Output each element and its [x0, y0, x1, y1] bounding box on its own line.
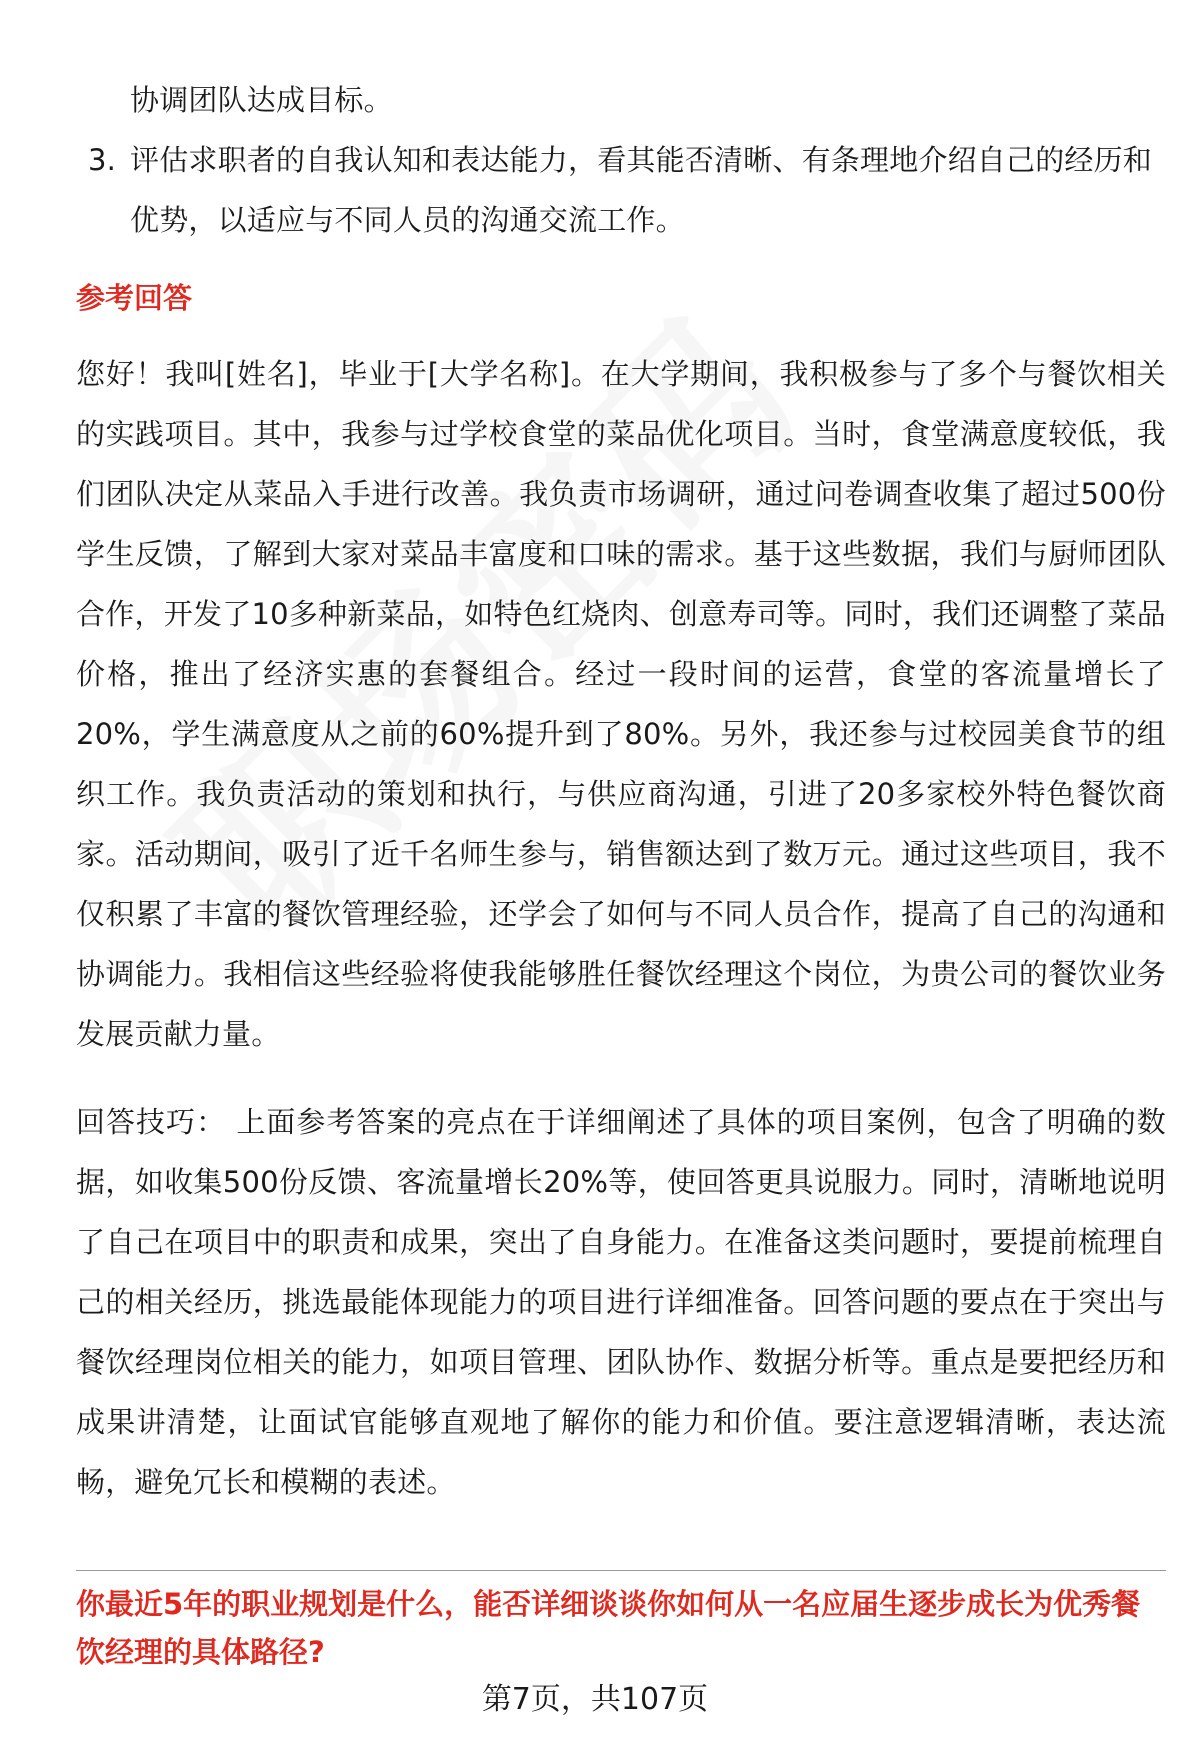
next-question-heading: 你最近5年的职业规划是什么，能否详细谈谈你如何从一名应届生逐步成长为优秀餐饮经理的具体路径? — [76, 1587, 1141, 1669]
page-number: 第7页，共107页 — [481, 1682, 709, 1717]
list-item-text: 评估求职者的自我认知和表达能力，看其能否清晰、有条理地介绍自己的经历和优势，以适应与不同人员的沟通交流工作。 — [130, 143, 1153, 237]
reference-answer-body: 您好！我叫[姓名]，毕业于[大学名称]。在大学期间，我积极参与了多个与餐饮相关的实践项目。其中，我参与过学校食堂的菜品优化项目。当时，食堂满意度较低，我们团队决定从菜品入手进行改善。我负责市场调研，通过问卷调查收集了超过500份学生反馈，了解到大家对菜品丰富度和口味的需求。基于这些数据，我们与厨师团队合作，开发了10多种新菜品，如特色红烧肉、创意寿司等。同时，我们还调整了菜品价格，推出了经济实惠的套餐组合。经过一段时间的运营，食堂的客流量增长了20%，学生满意度从之前的60%提升到了80%。另外，我还参与过校园美食节的组织工作。我负责活动的策划和执行，与供应商沟通，引进了20多家校外特色餐饮商家。活动期间，吸引了近千名师生参与，销售额达到了数万元。通过这些项目，我不仅积累了丰富的餐饮管理经验，还学会了如何与不同人员合作，提高了自己的沟通和协调能力。我相信这些经验将使我能够胜任餐饮经理这个岗位，为贵公司的餐饮业务发展贡献力量。 — [76, 357, 1166, 1051]
reference-answer-heading: 参考回答 — [76, 281, 193, 315]
list-item-3 — [88, 130, 1168, 250]
list-item-number: 3. — [88, 143, 117, 177]
answer-tips-paragraph: 回答技巧： 上面参考答案的亮点在于详细阐述了具体的项目案例，包含了明确的数据，如收集500份反馈、客流量增长20%等，使回答更具说服力。同时，清晰地说明了自己在项目中的职责和成果，突出了自身能力。在准备这类问题时，要提前梳理自己的相关经历，挑选最能体现能力的项目进行详细准备。回答问题的要点在于突出与餐饮经理岗位相关的能力，如项目管理、团队协作、数据分析等。重点是要把经历和成果讲清楚，让面试官能够直观地了解你的能力和价值。要注意逻辑清晰，表达流畅，避免冗长和模糊的表述。 — [76, 1105, 1166, 1499]
previous-item-continuation: 协调团队达成目标。 — [130, 83, 393, 117]
section-divider — [76, 1570, 1166, 1571]
